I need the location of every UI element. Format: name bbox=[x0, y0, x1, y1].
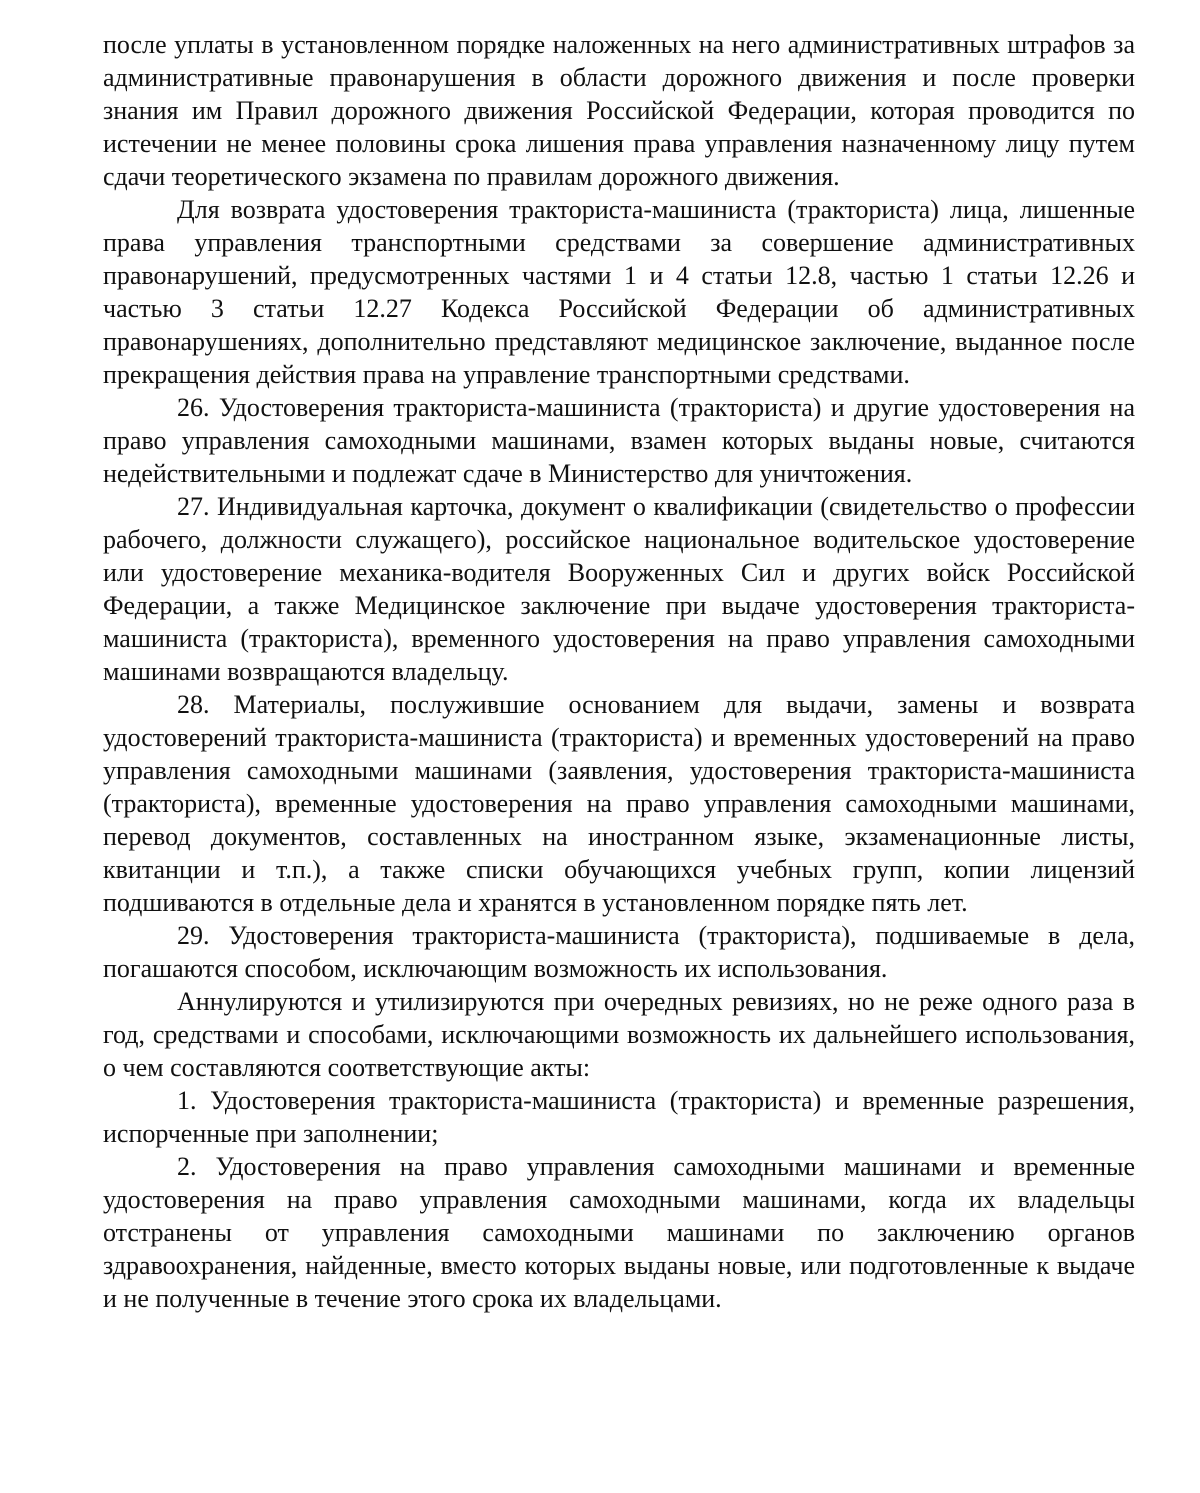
paragraph-item-28: 28. Материалы, послужившие основанием для выдачи, замены и возврата удостоверений тракториста-машиниста (тракториста) и временных удостоверений на право управления самоходными машинами (заявления, удостоверения тракториста-машиниста (тракториста), временные удостоверения на право управления самоходными машинами, перевод документов, составленных на иностранном языке, экзаменационные листы, квитанции и т.п.), а также списки обучающихся учебных групп, копии лицензий подшиваются в отдельные дела и хранятся в установленном порядке пять лет. bbox=[103, 690, 1135, 917]
paragraph-item-26: 26. Удостоверения тракториста-машиниста (тракториста) и другие удостоверения на право управления самоходными машинами, взамен которых выданы новые, считаются недействительными и подлежат сдаче в Министерство для уничтожения. bbox=[103, 393, 1135, 488]
paragraph-list-item-2: 2. Удостоверения на право управления самоходными машинами и временные удостоверения на право управления самоходными машинами, когда их владельцы отстранены от управления самоходными машинами по заключению органов здравоохранения, найденные, вместо которых выданы новые, или подготовленные к выдаче и не полученные в течение этого срока их владельцами. bbox=[103, 1152, 1135, 1313]
paragraph-return-license: Для возврата удостоверения тракториста-машиниста (тракториста) лица, лишенные права управления транспортными средствами за совершение административных правонарушений, предусмотренных частями 1 и 4 статьи 12.8, частью 1 статьи 12.26 и частью 3 статьи 12.27 Кодекса Российской Федерации об административных правонарушениях, дополнительно представляют медицинское заключение, выданное после прекращения действия права на управление транспортными средствами. bbox=[103, 195, 1135, 389]
paragraph-item-29: 29. Удостоверения тракториста-машиниста (тракториста), подшиваемые в дела, погашаются способом, исключающим возможность их использования. bbox=[103, 921, 1135, 983]
paragraph-list-item-1: 1. Удостоверения тракториста-машиниста (тракториста) и временные разрешения, испорченные при заполнении; bbox=[103, 1086, 1135, 1148]
document-page bbox=[103, 28, 1135, 1315]
paragraph-item-27: 27. Индивидуальная карточка, документ о квалификации (свидетельство о профессии рабочего, должности служащего), российское национальное водительское удостоверение или удостоверение механика-водителя Вооруженных Сил и других войск Российской Федерации, а также Медицинское заключение при выдаче удостоверения тракториста-машиниста (тракториста), временного удостоверения на право управления самоходными машинами возвращаются владельцу. bbox=[103, 492, 1135, 686]
paragraph-continuation: после уплаты в установленном порядке наложенных на него административных штрафов за административные правонарушения в области дорожного движения и после проверки знания им Правил дорожного движения Российской Федерации, которая проводится по истечении не менее половины срока лишения права управления назначенному лицу путем сдачи теоретического экзамена по правилам дорожного движения. bbox=[103, 30, 1135, 191]
paragraph-annulment: Аннулируются и утилизируются при очередных ревизиях, но не реже одного раза в год, средствами и способами, исключающими возможность их дальнейшего использования, о чем составляются соответствующие акты: bbox=[103, 987, 1135, 1082]
